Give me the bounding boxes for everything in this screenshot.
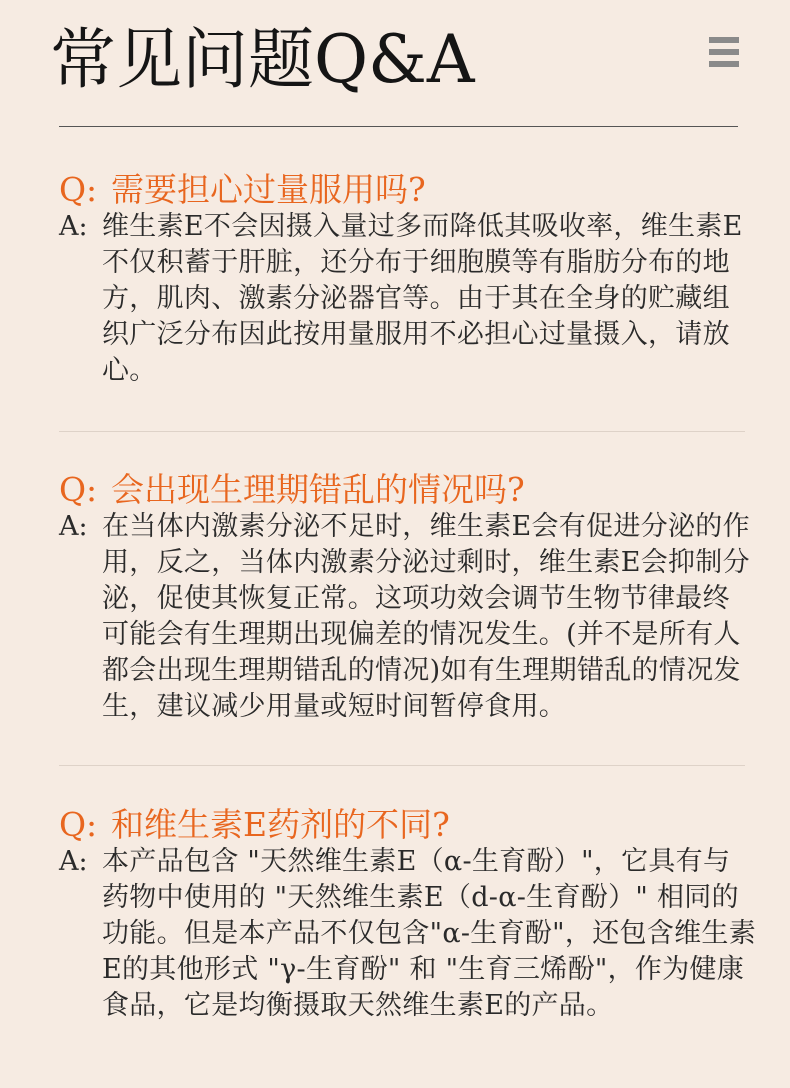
- answer-prefix: A:: [59, 211, 88, 242]
- faq-question-row: [59, 805, 759, 845]
- menu-bar: [709, 61, 739, 67]
- faq-answer: 在当体内激素分泌不足时，维生素E会有促进分泌的作用，反之，当体内激素分泌过剩时，维生素E会抑制分泌，促使其恢复正常。这项功效会调节生物节律最终可能会有生理期出现偏差的情况发生。(并不是所有人都会出现生理期错乱的情况)如有生理期错乱的情况发生，建议减少用量或短时间暂停食用。: [102, 511, 750, 722]
- faq-answer-row: [59, 844, 759, 1024]
- faq-question: 需要担心过量服用吗?: [111, 170, 426, 209]
- answer-prefix: A:: [59, 846, 88, 877]
- faq-answer: 维生素E不会因摄入量过多而降低其吸收率，维生素E不仅积蓄于肝脏，还分布于细胞膜等有脂肪分布的地方，肌肉、激素分泌器官等。由于其在全身的贮藏组织广泛分布因此按用量服用不必担心过量摄入，请放心。: [102, 211, 743, 386]
- faq-answer-row: [59, 209, 759, 389]
- faq-answer: 本产品包含 "天然维生素E（α-生育酚）"，它具有与药物中使用的 "天然维生素E（d-α-生育酚）" 相同的功能。但是本产品不仅包含"α-生育酚"，还包含维生素E的其他形式 "γ-生育酚" 和 "生育三烯酚"，作为健康食品，它是均衡摄取天然维生素E的产品。: [102, 846, 756, 1021]
- faq-item-2: [59, 470, 759, 725]
- faq-answer-row: [59, 509, 759, 725]
- faq-question: 和维生素E药剂的不同?: [111, 805, 450, 844]
- answer-prefix: A:: [59, 511, 88, 542]
- faq-item-1: [59, 170, 759, 389]
- question-prefix: Q:: [59, 470, 98, 509]
- menu-bar: [709, 37, 739, 43]
- faq-divider: [59, 431, 745, 432]
- faq-question: 会出现生理期错乱的情况吗?: [111, 470, 525, 509]
- faq-divider: [59, 765, 745, 766]
- faq-question-row: [59, 470, 759, 510]
- faq-item-3: [59, 805, 759, 1024]
- hamburger-menu-icon[interactable]: [709, 37, 739, 67]
- page-title: 常见问题Q&A: [50, 21, 475, 98]
- question-prefix: Q:: [59, 805, 98, 844]
- question-prefix: Q:: [59, 170, 98, 209]
- faq-question-row: [59, 170, 759, 210]
- header-divider: [59, 126, 738, 127]
- menu-bar: [709, 49, 739, 55]
